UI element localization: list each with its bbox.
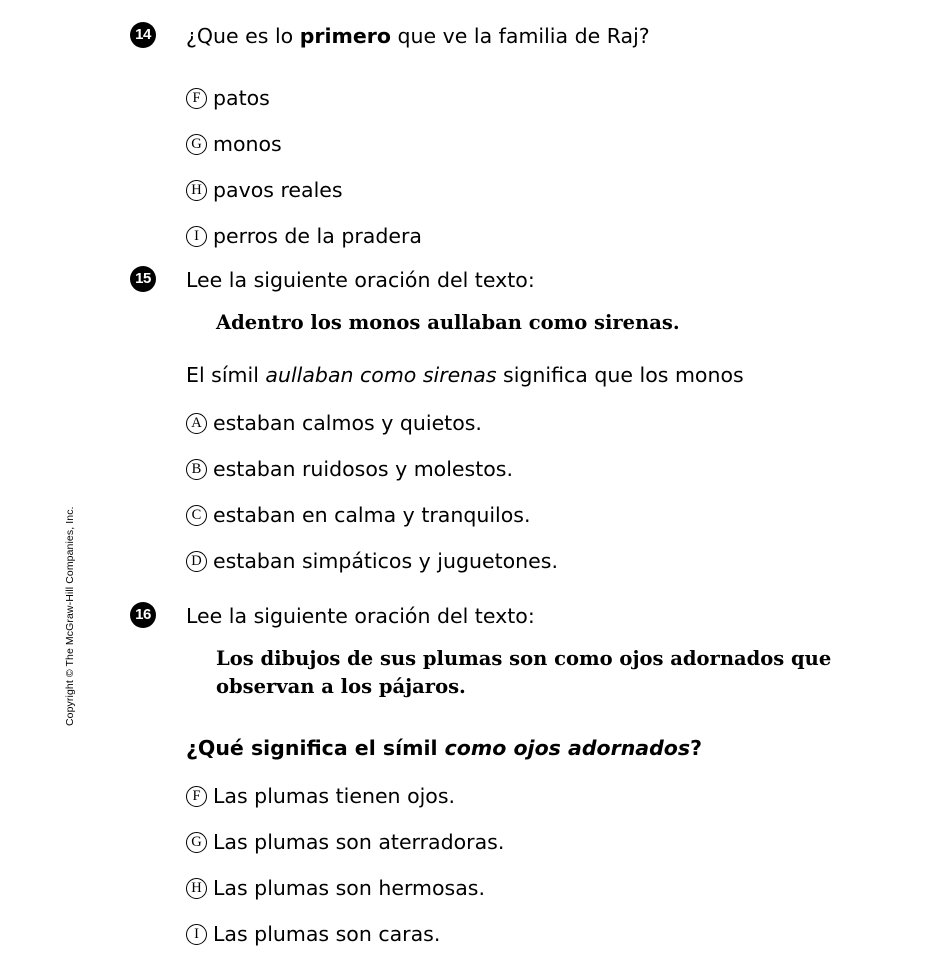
choice-bubble-b[interactable]: B xyxy=(186,459,207,480)
choice-bubble-g[interactable]: G xyxy=(186,832,207,853)
choice-label: patos xyxy=(213,86,270,110)
choice-bubble-c[interactable]: C xyxy=(186,505,207,526)
copyright-notice: Copyright © The McGraw-Hill Companies, Inc. xyxy=(64,506,76,726)
choice-label: monos xyxy=(213,132,282,156)
choice-label: Las plumas son caras. xyxy=(213,922,441,946)
question-number: 16 xyxy=(130,602,156,628)
question-number: 14 xyxy=(130,22,156,48)
choice-bubble-f[interactable]: F xyxy=(186,786,207,807)
question-stem: Lee la siguiente oración del texto: xyxy=(186,268,535,292)
quoted-sentence: Los dibujos de sus plumas son como ojos adornados que observan a los pájaros. xyxy=(216,647,832,698)
choice-label: perros de la pradera xyxy=(213,224,422,248)
question-stem: ¿Que es lo primero que ve la familia de Raj? xyxy=(186,24,650,48)
choice-bubble-d[interactable]: D xyxy=(186,551,207,572)
choice-bubble-i[interactable]: I xyxy=(186,924,207,945)
choice-label: pavos reales xyxy=(213,178,343,202)
choice-label: Las plumas tienen ojos. xyxy=(213,784,456,808)
choice-label: estaban en calma y tranquilos. xyxy=(213,503,531,527)
choice-bubble-h[interactable]: H xyxy=(186,180,207,201)
choice-label: estaban simpáticos y juguetones. xyxy=(213,549,558,573)
choice-bubble-f[interactable]: F xyxy=(186,88,207,109)
question-stem: Lee la siguiente oración del texto: xyxy=(186,604,535,628)
quoted-sentence: Adentro los monos aullaban como sirenas. xyxy=(216,311,680,334)
choice-bubble-a[interactable]: A xyxy=(186,413,207,434)
choice-bubble-h[interactable]: H xyxy=(186,878,207,899)
question-number: 15 xyxy=(130,266,156,292)
choice-label: Las plumas son aterradoras. xyxy=(213,830,505,854)
choice-label: estaban ruidosos y molestos. xyxy=(213,457,513,481)
choice-label: estaban calmos y quietos. xyxy=(213,411,482,435)
choice-label: Las plumas son hermosas. xyxy=(213,876,485,900)
question-subprompt: El símil aullaban como sirenas significa que los monos xyxy=(186,363,744,387)
question-subprompt: ¿Qué significa el símil como ojos adornados? xyxy=(186,736,703,760)
choice-bubble-i[interactable]: I xyxy=(186,226,207,247)
choice-bubble-g[interactable]: G xyxy=(186,134,207,155)
